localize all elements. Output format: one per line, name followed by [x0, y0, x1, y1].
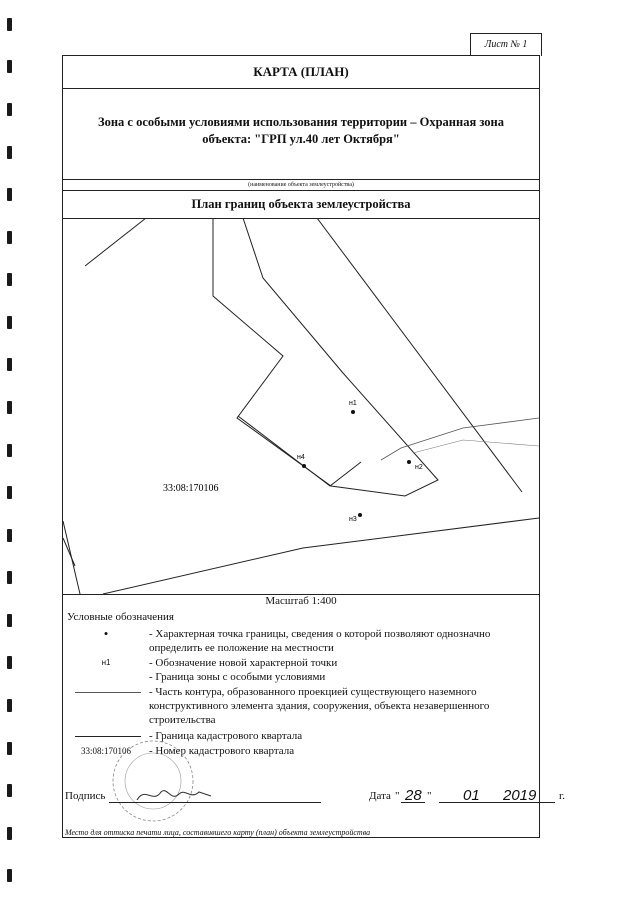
plan-title: План границ объекта землеустройства — [63, 190, 539, 219]
point-n4 — [302, 464, 306, 468]
legend-text: - Граница зоны с особыми условиями — [149, 671, 326, 683]
date-day: 28 — [405, 787, 422, 804]
zone-boundary — [238, 416, 361, 486]
legend-item-point — [67, 627, 533, 657]
zone-title: Зона с особыми условиями использования территории – Охранная зона объекта: "ГРП ул.40 лет Октября" — [63, 88, 539, 180]
point-n1 — [351, 410, 355, 414]
map-title: КАРТА (ПЛАН) — [63, 56, 539, 89]
legend-item-contour — [67, 685, 533, 729]
cadastral-boundary — [63, 521, 80, 594]
document-frame — [62, 55, 566, 838]
stamp-seal — [103, 736, 203, 826]
legend-item-zone-boundary — [67, 670, 533, 684]
date-month: 01 — [463, 787, 480, 804]
legend-text: - Часть контура, образованного проекцией существующего наземного конструктивного элемента здания, сооружения, объекта незавершенного строительства — [149, 686, 490, 726]
cadastral-boundary — [413, 440, 539, 453]
legend-text: - Номер кадастрового квартала — [149, 745, 295, 757]
legend-symbol-new-point: н1 — [101, 658, 111, 667]
cadastral-boundary — [103, 518, 539, 594]
date-month-field[interactable] — [439, 802, 555, 803]
point-label-n4: н4 — [297, 454, 305, 461]
date-label: Дата — [369, 790, 391, 802]
legend-text: - Граница кадастрового квартала — [149, 730, 303, 742]
building-contour — [317, 218, 522, 492]
building-contour — [63, 538, 75, 566]
boundary-plan — [63, 218, 539, 594]
footer-note: Место для оттиска печати лица, составившего карту (план) объекта землеустройства — [65, 828, 371, 837]
signature-row — [65, 787, 566, 806]
date-quote-open: " — [395, 790, 400, 802]
legend-symbol-point: • — [103, 626, 109, 641]
date-quote-close: " — [427, 790, 432, 802]
date-year: 2019 — [503, 787, 537, 804]
building-contour — [85, 218, 146, 266]
signature-label: Подпись — [65, 790, 106, 802]
date-year-suffix: г. — [559, 790, 566, 802]
building-contour — [213, 218, 438, 496]
point-n2 — [407, 460, 411, 464]
point-label-n1: н1 — [349, 400, 357, 407]
legend-text: - Обозначение новой характерной точки — [149, 657, 338, 669]
cadastral-quarter-label: 33:08:170106 — [163, 483, 219, 494]
point-label-n2: н2 — [415, 464, 423, 471]
legend-text: - Характерная точка границы, сведения о которой позволяют однозначно определить ее положение на местности — [149, 628, 491, 654]
map-area — [63, 218, 539, 595]
point-n3 — [358, 513, 362, 517]
handwritten-signature — [135, 784, 215, 806]
zone-boundary — [381, 418, 539, 460]
legend-title: Условные обозначения — [67, 611, 174, 623]
sheet-number: Лист № 1 — [470, 33, 542, 56]
legend-line-contour — [75, 692, 141, 693]
point-label-n3: н3 — [349, 516, 357, 523]
legend-item-new-point — [67, 656, 533, 670]
legend-symbol-quarter-number: 33:08:170106 — [80, 746, 131, 756]
zone-note: (наименование объекта землеустройства) — [63, 180, 539, 191]
scale-label: Масштаб 1:400 — [265, 595, 337, 607]
